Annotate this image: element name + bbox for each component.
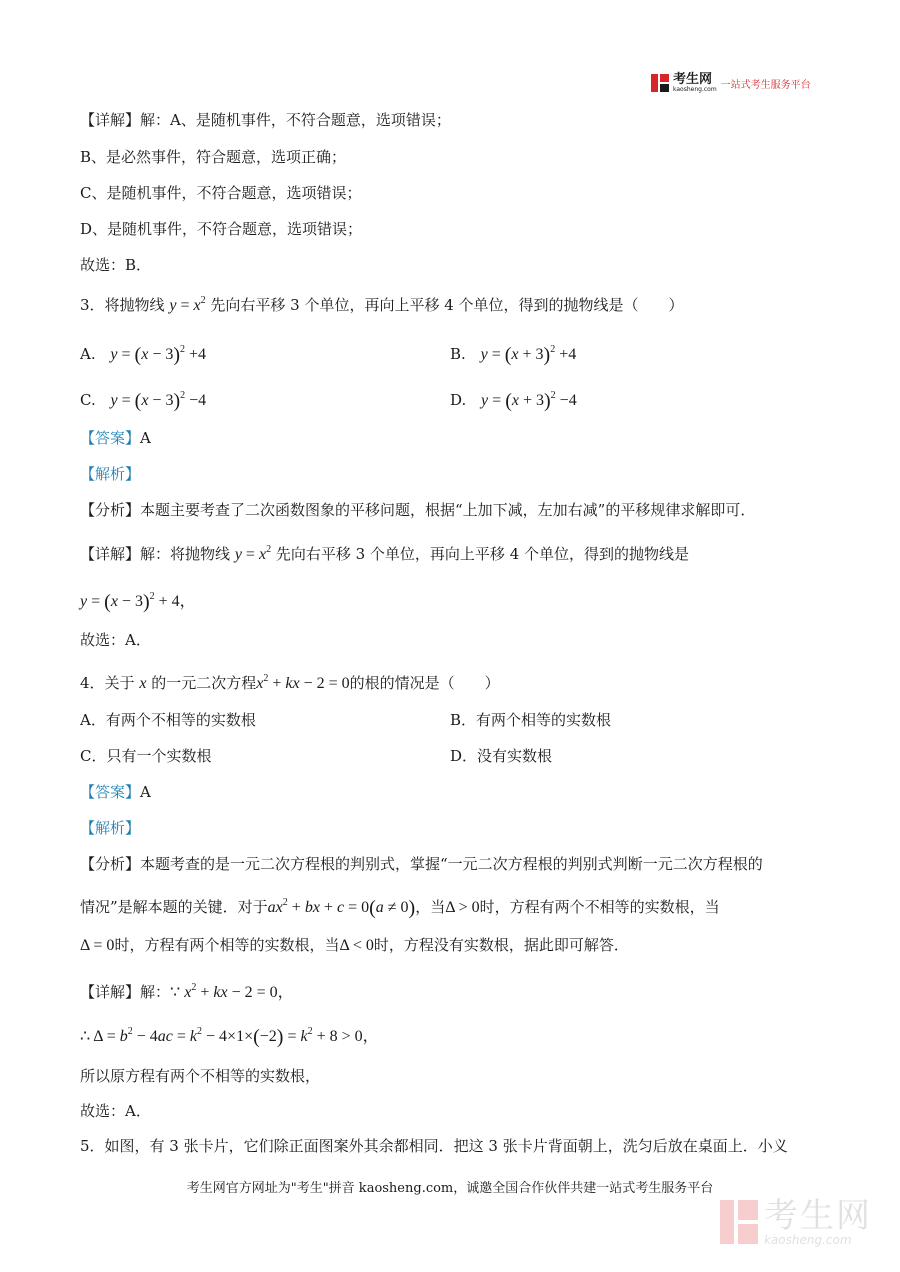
q4-option-d: D．没有实数根 (450, 747, 553, 765)
q4-conclusion: 所以原方程有两个不相等的实数根， (80, 1067, 321, 1085)
q3-answer-line (80, 428, 151, 448)
fenxi-tag: 【分析】 (80, 855, 141, 873)
watermark-icon (720, 1200, 758, 1244)
detail-tag: 【详解】 (80, 111, 141, 129)
q4-stem: 4．关于 x 的一元二次方程$x^2$ + kx − 2 = 0的根的情况是（ ） (80, 673, 500, 692)
detail-text: 解：A、是随机事件，不符合题意，选项错误； (140, 111, 451, 129)
q3-final-answer: 故选：A． (80, 631, 151, 649)
fenxi-text: 本题主要考查了二次函数图象的平移问题，根据“上加下减，左加右减”的平移规律求解即可． (140, 501, 756, 519)
logo-domain: kaosheng.com (673, 85, 717, 93)
page-footer: 考生网官方网址为"考生"拼音 kaosheng.com，诚邀全国合作伙伴共建一站式考生服务平台 (186, 1181, 714, 1196)
watermark-domain: kaosheng.com (764, 1233, 852, 1247)
q4-equation: $x^2$ + kx − 2 = 0 (256, 673, 350, 692)
detail-tag: 【详解】 (80, 545, 141, 563)
logo-slogan: 一站式考生服务平台 (720, 79, 811, 91)
q3-option-a: A. $y = (x - 3)^2 +4$ (80, 344, 207, 366)
q4-discriminant: ∴ $\Delta = b^2 - 4ac = k^2 - 4\times 1\times(-2) = k^2 + 8 > 0$， (80, 1026, 379, 1048)
q3-fenxi-line (80, 500, 755, 520)
q3-option-c: C. $y = (x - 3)^2 -4$ (80, 390, 207, 412)
q3-option-b: B. $y = (x + 3)^2 +4$ (450, 344, 577, 366)
q4-option-b: B．有两个相等的实数根 (450, 711, 612, 729)
q3-result-formula: $y = (x - 3)^2 + 4$， (80, 591, 196, 613)
option-tail: +4 (189, 346, 207, 363)
q2-line-c: C、是随机事件，不符合题意，选项错误； (80, 184, 362, 202)
logo-name: 考生网 (673, 71, 713, 87)
answer-tag: 【答案】 (80, 783, 141, 801)
logo-icon (651, 74, 669, 92)
q2-line-b: B、是必然事件，符合题意，选项正确； (80, 148, 347, 166)
q4-fenxi-line3: Δ = 0时，方程有两个相等的实数根，当Δ < 0时，方程没有实数根，据此即可解答． (80, 936, 629, 954)
q2-detail-line (80, 110, 451, 130)
option-label: C. (80, 391, 96, 409)
answer-tag: 【答案】 (80, 429, 141, 447)
q4-answer-line (80, 782, 151, 802)
watermark-name: 考生网 (764, 1196, 872, 1236)
q3-stem (80, 291, 684, 316)
option-label: D. (450, 391, 467, 409)
q2-line-d: D、是随机事件，不符合题意，选项错误； (80, 220, 363, 238)
q5-stem: 5．如图，有 3 张卡片，它们除正面图案外其余都相同．把这 3 张卡片背面朝上，洗匀后放在桌面上．小义 (80, 1137, 788, 1155)
q4-analysis-tag: 【解析】 (80, 819, 141, 837)
q3-option-d: D. $y = (x + 3)^2 -4$ (450, 390, 577, 412)
option-tail: +4 (559, 346, 577, 363)
q4-option-c: C．只有一个实数根 (80, 747, 212, 765)
option-sign: + (522, 346, 532, 363)
site-logo (651, 72, 811, 94)
q3-analysis-tag: 【解析】 (80, 465, 141, 483)
answer-value: A (140, 783, 151, 801)
option-sign: − (152, 346, 162, 363)
option-tail: −4 (559, 392, 577, 409)
q3-stem-suffix: 先向右平移 3 个单位，再向上平移 4 个单位，得到的抛物线是（ ） (210, 296, 684, 314)
detail-tag: 【详解】 (80, 983, 141, 1001)
q3-stem-formula: $y = x^2$ (169, 295, 206, 314)
option-label: A. (80, 345, 96, 363)
answer-value: A (140, 429, 151, 447)
q3-stem-prefix: 3．将抛物线 (80, 296, 165, 314)
q4-fenxi-line2: 情况”是解本题的关键．对于$ax^2$ + bx + c = 0(a ≠ 0)，当Δ > 0时，方程有两个不相等的实数根，当 (80, 897, 720, 919)
watermark-logo (720, 1198, 872, 1246)
option-tail: −4 (189, 392, 207, 409)
q4-option-a: A．有两个不相等的实数根 (80, 711, 256, 729)
q2-final-answer: 故选：B． (80, 256, 152, 274)
q4-detail-line: 【详解】解：∵ $x^2$ + kx − 2 = 0， (80, 982, 294, 1001)
q4-final-answer: 故选：A． (80, 1102, 151, 1120)
fenxi-tag: 【分析】 (80, 501, 141, 519)
q3-detail-line: 【详解】解：将抛物线 $y = x^2$ 先向右平移 3 个单位，再向上平移 4 个单位，得到的抛物线是 (80, 544, 690, 563)
option-sign: + (522, 392, 532, 409)
option-sign: − (152, 392, 162, 409)
option-label: B. (450, 345, 466, 363)
q4-fenxi-line1: 【分析】本题考查的是一元二次方程根的判别式，掌握“一元二次方程根的判别式判断一元二次方程根的 (80, 855, 763, 873)
